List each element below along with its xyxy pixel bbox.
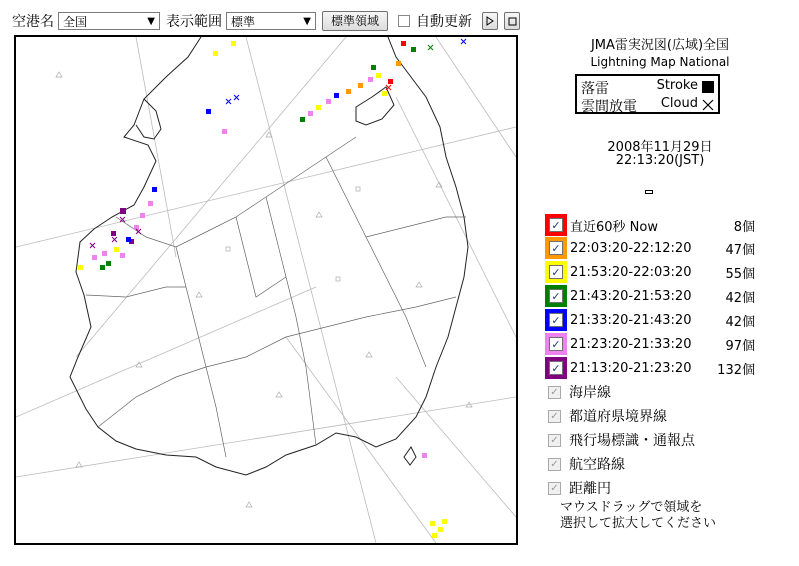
overlay-label: 飛行場標識・通報点 xyxy=(569,433,695,449)
range-select[interactable] xyxy=(226,12,316,30)
category-checkbox-6[interactable] xyxy=(545,357,567,379)
legend-cloud-en: Cloud xyxy=(660,96,698,111)
observation-time: 22:13:20(JST) xyxy=(615,153,705,168)
category-range: 21:53:20-22:03:20 xyxy=(570,264,692,280)
airport-select[interactable] xyxy=(58,12,160,30)
category-count: 42個 xyxy=(725,314,755,330)
category-count: 47個 xyxy=(725,242,755,258)
legend-cloud-jp: 雲間放電 xyxy=(581,99,637,115)
category-row-4[interactable] xyxy=(545,309,755,331)
check-icon: ✓ xyxy=(549,241,563,255)
overlay-checkbox[interactable]: ✓ xyxy=(548,482,561,495)
category-count: 42個 xyxy=(725,290,755,306)
category-checkbox-4[interactable] xyxy=(545,309,567,331)
category-checkbox-3[interactable] xyxy=(545,285,567,307)
map-canvas[interactable] xyxy=(16,37,516,543)
overlay-checkbox[interactable]: ✓ xyxy=(548,434,561,447)
legend-stroke-en: Stroke xyxy=(656,78,698,93)
legend-stroke-jp: 落雷 xyxy=(581,81,609,97)
play-button[interactable] xyxy=(482,12,498,30)
side-panel xyxy=(540,34,790,531)
drag-instruction xyxy=(560,500,760,532)
overlay-label: 海岸線 xyxy=(569,385,611,401)
map-title: JMA雷実況図(広域)全国 xyxy=(590,38,730,53)
overlay-checkbox[interactable]: ✓ xyxy=(548,458,561,471)
category-count: 132個 xyxy=(717,362,755,378)
check-icon: ✓ xyxy=(549,361,563,375)
range-label: 表示範囲 xyxy=(166,14,222,30)
overlay-checkbox[interactable]: ✓ xyxy=(548,410,561,423)
category-range: 22:03:20-22:12:20 xyxy=(570,240,692,256)
toolbar xyxy=(12,8,520,34)
coastline xyxy=(70,37,468,475)
separator-icon xyxy=(645,190,653,194)
category-count: 97個 xyxy=(725,338,755,354)
check-icon: ✓ xyxy=(549,289,563,303)
play-icon xyxy=(486,16,494,26)
observation-date: 2008年11月29日 xyxy=(607,140,713,155)
category-row-5[interactable] xyxy=(545,333,755,355)
category-checkbox-2[interactable] xyxy=(545,261,567,283)
category-checkbox-5[interactable] xyxy=(545,333,567,355)
overlay-label: 距離円 xyxy=(569,481,611,497)
category-row-now[interactable] xyxy=(545,214,755,236)
check-icon: ✓ xyxy=(549,265,563,279)
cloud-discharges xyxy=(90,39,466,248)
overlay-airfield-markers[interactable] xyxy=(548,429,695,451)
category-row-1[interactable] xyxy=(545,237,755,259)
legend xyxy=(575,74,720,114)
standard-area-button[interactable]: 標準領域 xyxy=(322,11,388,31)
legend-stroke xyxy=(581,78,716,96)
category-row-3[interactable] xyxy=(545,285,755,307)
chevron-down-icon: ▼ xyxy=(303,16,311,27)
legend-cloud xyxy=(581,96,716,114)
category-count: 55個 xyxy=(725,266,755,282)
x-mark-icon xyxy=(702,99,714,111)
category-row-2[interactable] xyxy=(545,261,755,283)
drag-instruction-line2: 選択して拡大してください xyxy=(560,516,717,531)
auto-update-checkbox[interactable] xyxy=(398,15,410,27)
overlay-distance-circles[interactable] xyxy=(548,477,611,499)
category-checkbox-now[interactable] xyxy=(545,214,567,236)
check-icon: ✓ xyxy=(549,313,563,327)
category-range: 21:33:20-21:43:20 xyxy=(570,312,692,328)
auto-update-label: 自動更新 xyxy=(416,14,473,30)
overlay-label: 都道府県境界線 xyxy=(569,409,667,425)
category-range: 21:23:20-21:33:20 xyxy=(570,336,692,352)
map-subtitle: Lightning Map National xyxy=(590,55,730,69)
category-checkbox-1[interactable] xyxy=(545,237,567,259)
filled-square-icon xyxy=(702,81,714,93)
chevron-down-icon: ▼ xyxy=(147,16,155,27)
stop-icon xyxy=(508,17,517,26)
range-select-value: 標準 xyxy=(231,15,256,29)
category-count: 8個 xyxy=(733,219,755,235)
lightning-map[interactable] xyxy=(14,35,518,545)
airport-label: 空港名 xyxy=(12,14,54,30)
drag-instruction-line1: マウスドラッグで領域を xyxy=(560,500,703,515)
check-icon: ✓ xyxy=(549,218,563,232)
overlay-prefecture-borders[interactable] xyxy=(548,405,667,427)
category-range: 直近60秒 Now xyxy=(570,219,658,235)
overlay-coastline[interactable] xyxy=(548,381,611,403)
category-range: 21:43:20-21:53:20 xyxy=(570,288,692,304)
overlay-air-routes[interactable] xyxy=(548,453,625,475)
check-icon: ✓ xyxy=(549,337,563,351)
category-row-6[interactable] xyxy=(545,357,755,379)
airport-select-value: 全国 xyxy=(63,15,88,29)
overlay-label: 航空路線 xyxy=(569,457,625,473)
stop-button[interactable] xyxy=(504,12,520,30)
category-range: 21:13:20-21:23:20 xyxy=(570,360,692,376)
overlay-checkbox[interactable]: ✓ xyxy=(548,386,561,399)
